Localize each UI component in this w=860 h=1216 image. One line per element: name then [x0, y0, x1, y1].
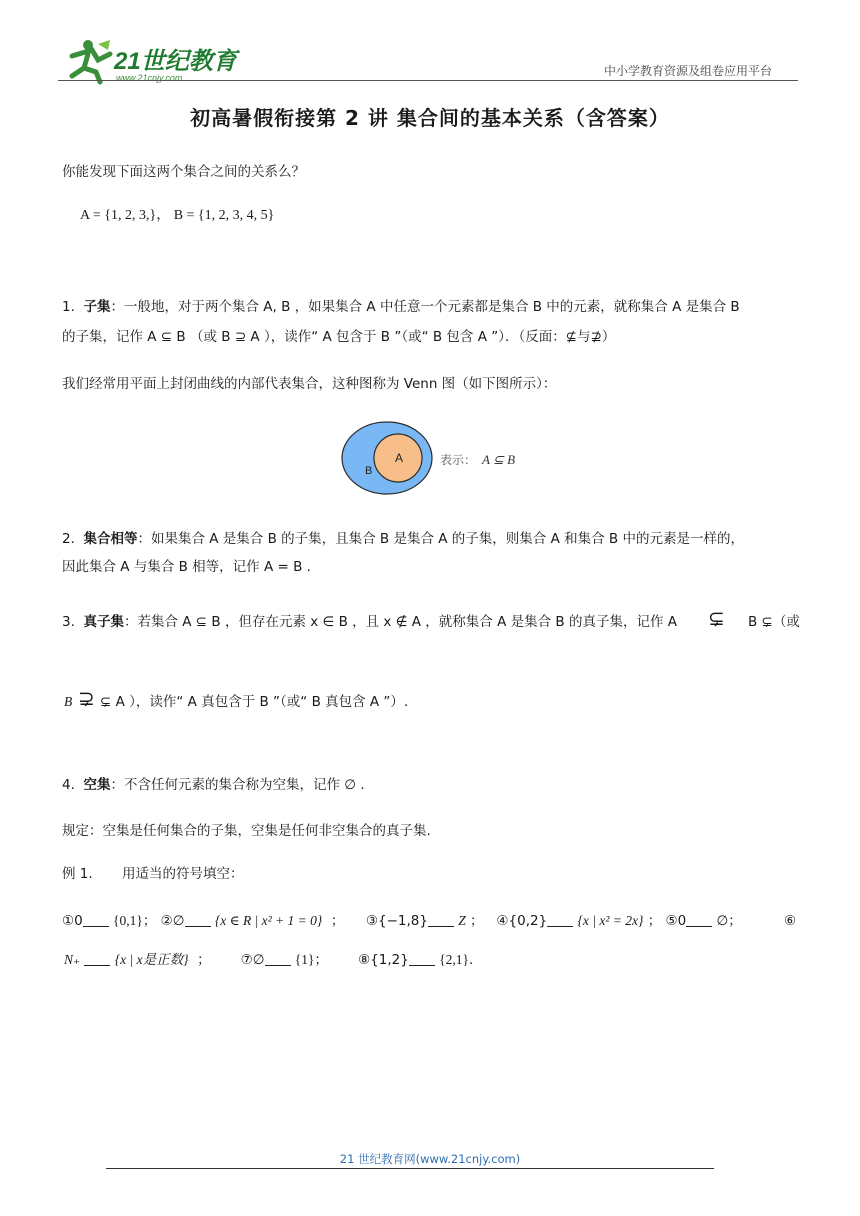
- section-text: ：若集合 A ⊆ B ，但存在元素 x ∈ B ，且 x ∉ A ，就称集合 A 是集合 B 的真子集，记作 A: [123, 614, 677, 630]
- set-a: A = {1, 2, 3,}: [80, 208, 157, 223]
- example-item-6-num: ⑥: [784, 913, 797, 929]
- section-empty-line1: [62, 775, 365, 795]
- header-platform-text: 中小学教育资源及组卷应用平台: [604, 64, 773, 78]
- answer-blank: [84, 951, 110, 966]
- answer-blank: [185, 912, 211, 927]
- intro-sets: A = {1, 2, 3,}， B = {1, 2, 3, 4, 5}: [80, 208, 275, 223]
- venn-caption: 表示：: [440, 453, 477, 467]
- answer-blank: [265, 951, 291, 966]
- site-logo: [58, 36, 248, 86]
- runner-icon: [72, 40, 110, 82]
- example-row-2: N₊ {x | x是正数} ； ⑦∅ {1}； ⑧{1,2} {2,1}.: [64, 952, 474, 968]
- section-number: 2.: [62, 531, 75, 547]
- example-row-1: ①0 {0,1}； ②∅ {x ∈ R | x² + 1 = 0} ； ③{−1,8} Z ； ④{0,2} {x | x² = 2x} ； ⑤0 ∅；: [62, 913, 742, 929]
- proper-b: B: [64, 694, 73, 709]
- set-b: B = {1, 2, 3, 4, 5}: [173, 208, 275, 223]
- section-text: ：如果集合 A 是集合 B 的子集，且集合 B 是集合 A 的子集，则集合 A 和集合 B 中的元素是一样的，: [137, 531, 744, 547]
- venn-diagram: [340, 418, 540, 498]
- section-proper-line2: ⊊ A ），读作“ A 真包含于 B ”（或“ B 真包含 A ”）.: [100, 694, 409, 710]
- section-proper-line1-tail: B ⊊（或: [748, 614, 800, 630]
- example-prompt: 用适当的符号填空：: [122, 866, 244, 882]
- footer-link[interactable]: 21 世纪教育网(www.21cnjy.com): [339, 1152, 521, 1166]
- footer-divider: [106, 1168, 714, 1169]
- page-title: 初高暑假衔接第 2 讲 集合间的基本关系（含答案）: [190, 106, 670, 130]
- intro-question: 你能发现下面这两个集合之间的关系么？: [62, 164, 305, 180]
- section-subset-line2: 的子集，记作 A ⊆ B （或 B ⊇ A ），读作“ A 包含于 B ”（或“ B 包含 A ”）．（反面：⊈与⊉）: [62, 329, 616, 345]
- answer-blank: [409, 951, 435, 966]
- section-equal-line2: 因此集合 A 与集合 B 相等，记作 A = B .: [62, 559, 311, 575]
- section-text: ：不含任何元素的集合称为空集，记作 ∅ .: [110, 777, 365, 793]
- answer-blank: [83, 912, 109, 927]
- venn-label-b: B: [365, 465, 373, 477]
- section-number: 3.: [62, 614, 75, 630]
- section-subset-line1: [62, 297, 740, 317]
- venn-caption-math: A ⊆ B: [482, 452, 516, 467]
- proper-subset-symbol: ⊊: [708, 606, 725, 630]
- section-empty-rule: 规定：空集是任何集合的子集，空集是任何非空集合的真子集.: [62, 823, 431, 839]
- header-divider: [58, 80, 798, 81]
- example-label: 例 1.: [62, 866, 93, 882]
- section-heading: 集合相等: [83, 531, 138, 547]
- logo-brand: 21世纪教育: [114, 48, 237, 75]
- logo-url: www.21cnjy.com: [116, 73, 183, 83]
- section-text: ：一般地，对于两个集合 A, B ，如果集合 A 中任意一个元素都是集合 B 中的元素，就称集合 A 是集合 B: [110, 299, 740, 315]
- section-number: 1.: [62, 299, 75, 315]
- venn-label-a: A: [395, 451, 404, 465]
- section-heading: 空集: [83, 777, 111, 793]
- section-heading: 子集: [83, 299, 111, 315]
- section-number: 4.: [62, 777, 75, 793]
- section-equal-line1: [62, 529, 744, 549]
- answer-blank: [547, 912, 573, 927]
- venn-intro: 我们经常用平面上封闭曲线的内部代表集合，这种图称为 Venn 图（如下图所示）：: [62, 376, 557, 392]
- section-proper-line1: [62, 612, 677, 632]
- section-heading: 真子集: [83, 614, 124, 630]
- answer-blank: [428, 912, 454, 927]
- proper-superset-symbol: ⊋: [78, 686, 95, 710]
- answer-blank: [686, 912, 712, 927]
